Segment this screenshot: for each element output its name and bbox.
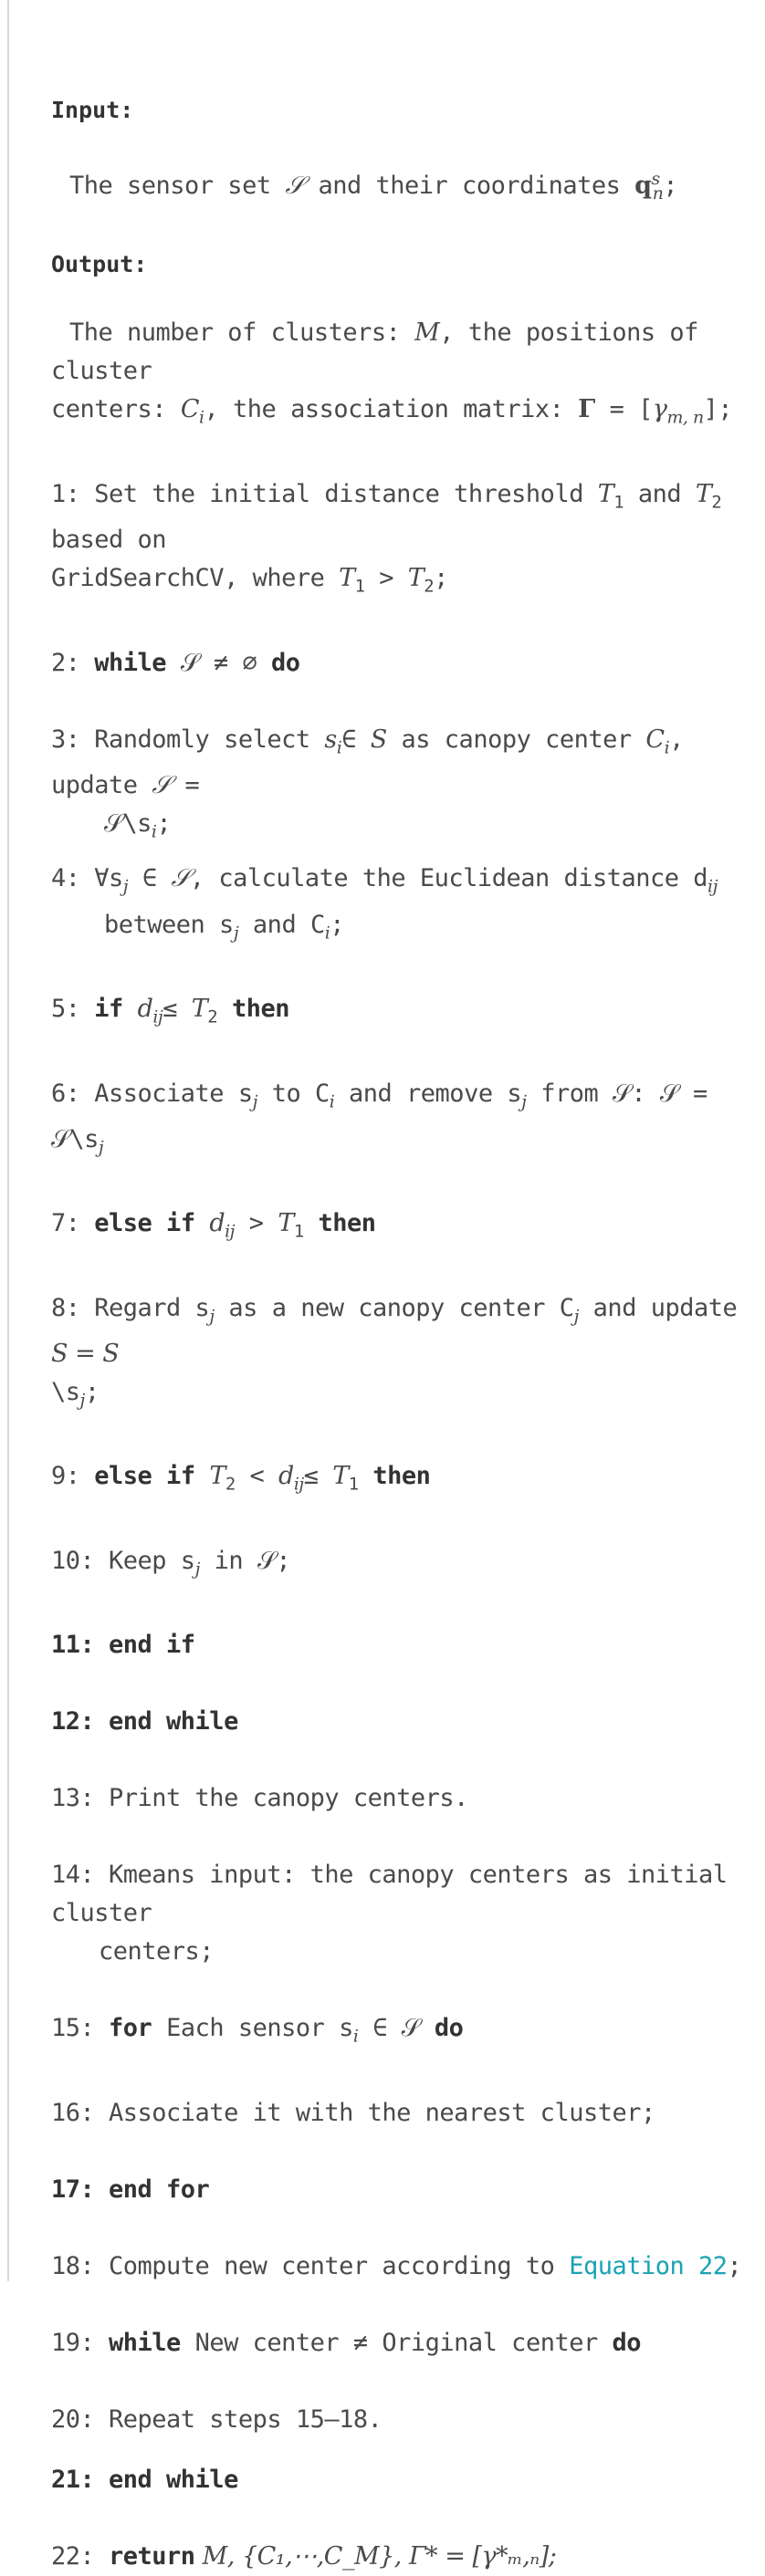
output-text: The number of clusters: M, the positions of cluster centers: $C_i$, the association matrix: $\Gamma = [\gamma_{m, n}]$; (51, 318, 733, 428)
input-heading: Input: (51, 97, 134, 123)
step-18: 18: Compute new center according to Equation 22; (51, 2251, 742, 2280)
step-15: 15: for Each sensor $s_i$ ∈ 𝒮 do (51, 2014, 464, 2047)
step-3: 3: Randomly select $s_i\in$ S as canopy center $C_i$, update 𝒮 = $𝒮\backslash s_i$; (51, 725, 684, 842)
step-16: 16: Associate it with the nearest cluster; (51, 2098, 655, 2127)
step-6: 6: Associate $s_j$ to $C_i$ and remove $s_j$ from 𝒮: 𝒮 = $𝒮\backslash s_j$ (51, 1079, 707, 1158)
step-8: 8: Regard $s_j$ as a new canopy center $C_j$ and update S = S $\backslash s_j$; (51, 1293, 738, 1411)
step-2: 2: while 𝒮 ≠ ∅ do (51, 648, 300, 677)
step-7: 7: else if $d_{ij} > T_1$ then (51, 1209, 376, 1242)
step-17: 17: end for (51, 2174, 210, 2204)
equation-22-link[interactable]: Equation 22 (569, 2251, 728, 2280)
step-21: 21: end while (51, 2465, 238, 2494)
step-12: 12: end while (51, 1707, 238, 1736)
input-text: The sensor set 𝒮 and their coordinates $q^s_n$; (69, 169, 678, 204)
step-13: 13: Print the canopy centers. (51, 1784, 468, 1813)
step-20: 20: Repeat steps 15–18. (51, 2404, 382, 2434)
step-14: 14: Kmeans input: the canopy centers as initial cluster centers; (51, 1861, 728, 1966)
output-heading: Output: (51, 251, 148, 278)
step-22: 22: return M, {C₁,⋯,C_M}, Γ* = [γ*ₘ,ₙ]; (51, 2541, 557, 2571)
algorithm-content (51, 55, 765, 2576)
step-5: 5: if $d_{ij}\le T_2$ then (51, 995, 289, 1027)
step-11: 11: end if (51, 1631, 195, 1660)
step-4: 4: $\forall s_j$ ∈ 𝒮, calculate the Euclidean distance $d_{ij}$ between $s_j$ and $C_i$; (51, 864, 718, 944)
step-19: 19: while New center ≠ Original center do (51, 2328, 641, 2357)
step-1: 1: Set the initial distance threshold $T_1$ and $T_2$ based on GridSearchCV, where $T_1 > T_2$; (51, 479, 722, 597)
left-rule (7, 0, 9, 2281)
step-9: 9: else if $T_2 < d_{ij}\le T_1$ then (51, 1462, 431, 1495)
step-10: 10: Keep $s_j$ in 𝒮; (51, 1546, 291, 1580)
